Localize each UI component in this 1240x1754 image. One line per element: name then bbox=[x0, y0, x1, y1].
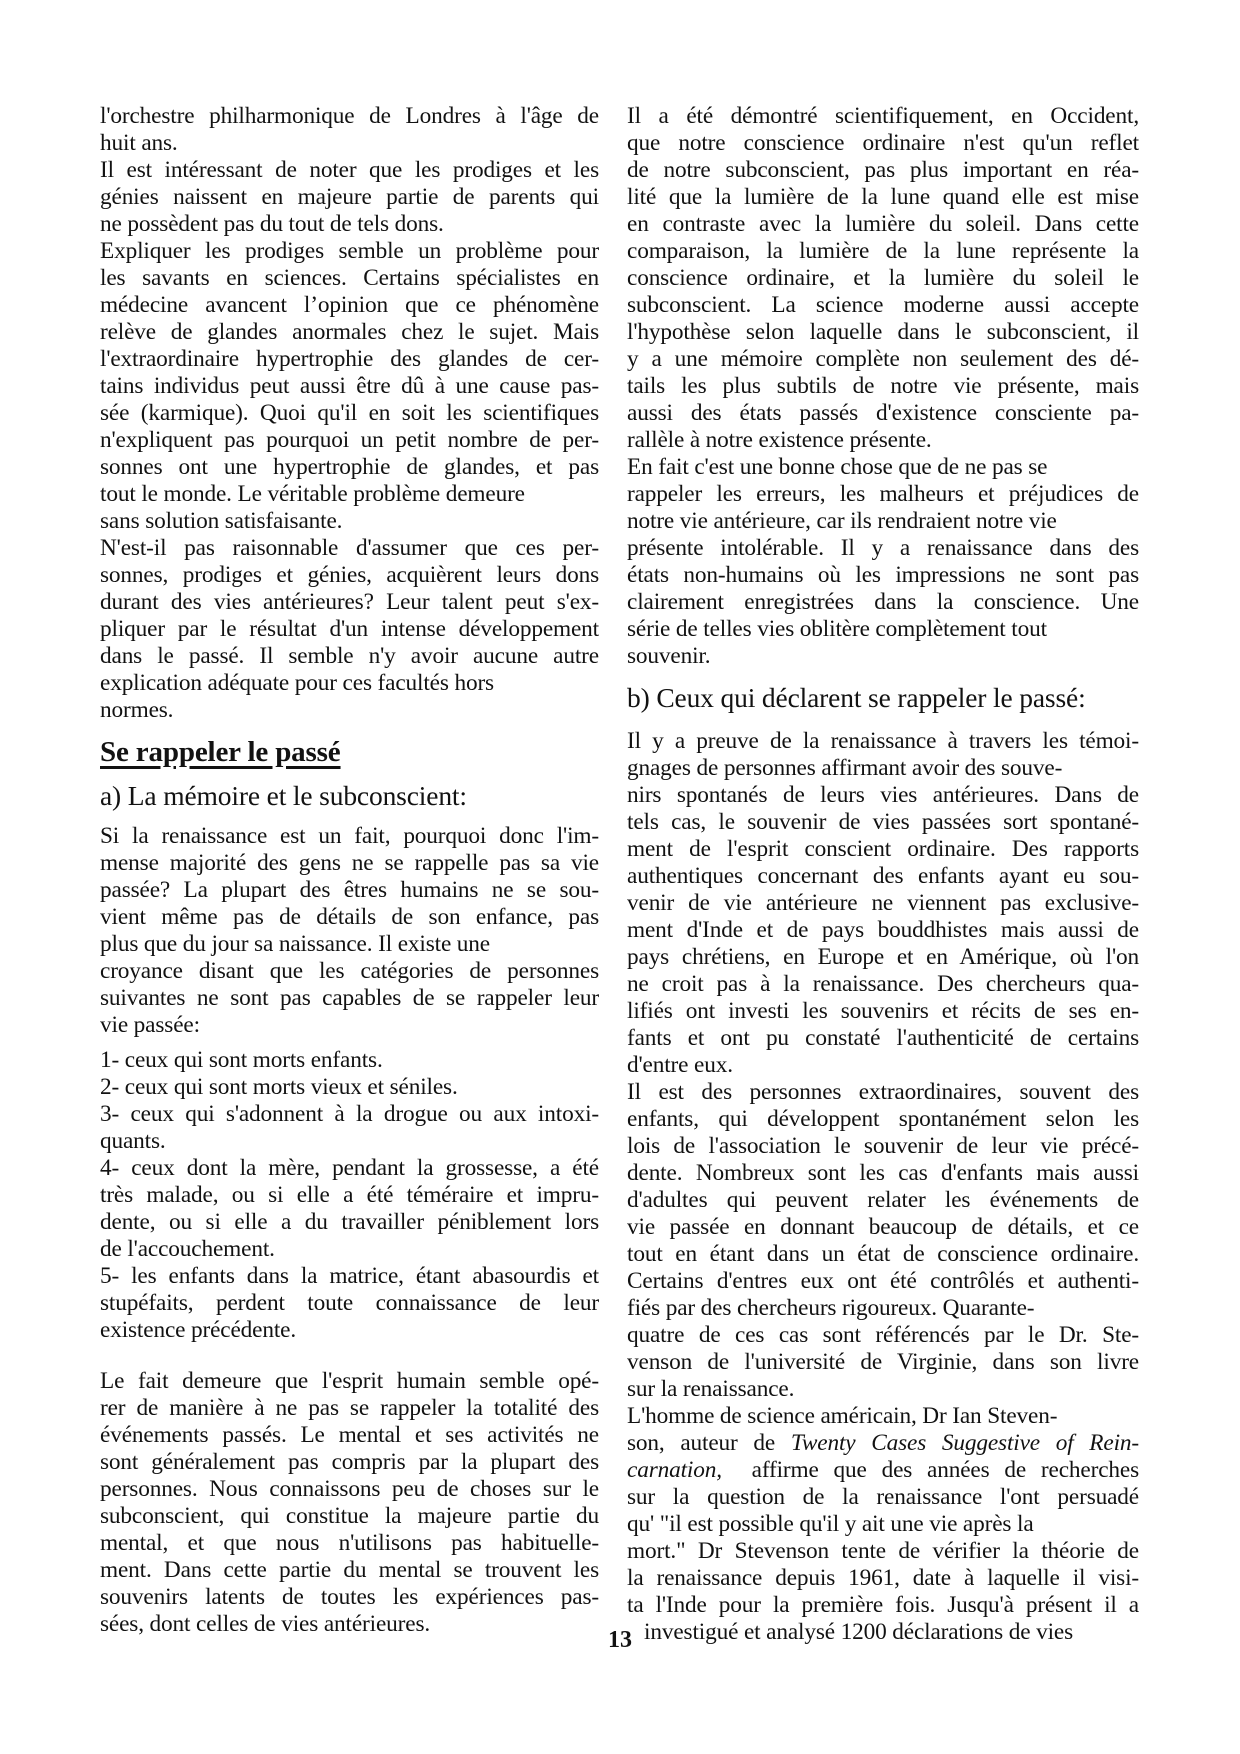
text-line: venir de vie antérieure ne viennent pas exclusive- bbox=[627, 890, 1139, 916]
text-line: Le fait demeure que l'esprit humain semble opé- bbox=[100, 1368, 599, 1394]
text-line: quatre de ces cas sont référencés par le Dr. Ste- bbox=[627, 1322, 1139, 1348]
text-line: vient même pas de détails de son enfance, pas bbox=[100, 904, 599, 930]
paragraph bbox=[100, 157, 599, 238]
text-line: rallèle à notre existence présente. bbox=[627, 427, 932, 453]
text-line: vie passée en donnant beaucoup de détails, et ce bbox=[627, 1214, 1139, 1240]
text-line: dans le passé. Il semble n'y avoir aucune autre bbox=[100, 643, 599, 669]
text-line: événements passés. Le mental et ses activités ne bbox=[100, 1422, 599, 1448]
text-line: clairement enregistrées dans la conscience. Une bbox=[627, 589, 1139, 615]
text-line: dente. Nombreux sont les cas d'enfants mais aussi bbox=[627, 1160, 1139, 1186]
text-line: y a une mémoire complète non seulement des dé- bbox=[627, 346, 1139, 372]
text-line: L'homme de science américain, Dr Ian Steven- bbox=[627, 1403, 1058, 1429]
right-column bbox=[627, 103, 1139, 1646]
text-line: que notre conscience ordinaire n'est qu'un reflet bbox=[627, 130, 1139, 156]
text-line: souvenir. bbox=[627, 643, 711, 669]
text-line: 3- ceux qui s'adonnent à la drogue ou aux intoxi- bbox=[100, 1101, 599, 1127]
text-line: ne croit pas à la renaissance. Des chercheurs qua- bbox=[627, 971, 1139, 997]
paragraph bbox=[100, 823, 599, 1039]
text-line: 4- ceux dont la mère, pendant la grossesse, a été bbox=[100, 1155, 599, 1181]
text-line: N'est-il pas raisonnable d'assumer que ces per- bbox=[100, 535, 599, 561]
paragraph bbox=[100, 238, 599, 535]
text-line: authentiques concernant des enfants ayant eu sou- bbox=[627, 863, 1139, 889]
text-line: la renaissance depuis 1961, date à laquelle il visi- bbox=[627, 1565, 1139, 1591]
list-item bbox=[100, 1074, 599, 1101]
paragraph bbox=[627, 454, 1139, 670]
text-line: dente, ou si elle a du travailler péniblement lors bbox=[100, 1209, 599, 1235]
text-line: explication adéquate pour ces facultés hors bbox=[100, 670, 494, 696]
text-line: gnages de personnes affirmant avoir des souve- bbox=[627, 755, 1063, 781]
text-line: l'orchestre philharmonique de Londres à l'âge de bbox=[100, 103, 599, 129]
text-line: Il est intéressant de noter que les prodiges et les bbox=[100, 157, 599, 183]
text-line: sonnes ont une hypertrophie de glandes, et pas bbox=[100, 454, 599, 480]
paragraph bbox=[627, 1403, 1139, 1646]
text-line: quants. bbox=[100, 1128, 166, 1154]
text-line: d'adultes qui peuvent relater les événements de bbox=[627, 1187, 1139, 1213]
text-line: qu' "il est possible qu'il y ait une vie après la bbox=[627, 1511, 1034, 1537]
text-line: Expliquer les prodiges semble un problème pour bbox=[100, 238, 599, 264]
subsection-heading: b) Ceux qui déclarent se rappeler le passé: bbox=[627, 682, 1086, 713]
text-line: série de telles vies oblitère complètement tout bbox=[627, 616, 1047, 642]
text-line: subconscient, qui constitue la majeure partie du bbox=[100, 1503, 599, 1529]
text-line: ne possèdent pas du tout de tels dons. bbox=[100, 211, 444, 237]
text-line: sur la question de la renaissance l'ont persuadé bbox=[627, 1484, 1139, 1510]
paragraph bbox=[627, 728, 1139, 1079]
text-line: comparaison, la lumière de la lune représente la bbox=[627, 238, 1139, 264]
text-line: 2- ceux qui sont morts vieux et séniles. bbox=[100, 1074, 458, 1100]
text-line: lois de l'association le souvenir de leur vie précé- bbox=[627, 1133, 1139, 1159]
text-line: sée (karmique). Quoi qu'il en soit les scientifiques bbox=[100, 400, 599, 426]
text-line: rappeler les erreurs, les malheurs et préjudices de bbox=[627, 481, 1139, 507]
left-column bbox=[100, 103, 599, 1638]
text-line: Certains d'entres eux ont été contrôlés et authenti- bbox=[627, 1268, 1139, 1294]
text-line: conscience ordinaire, et la lumière du soleil le bbox=[627, 265, 1139, 291]
text-line: nirs spontanés de leurs vies antérieures. Dans de bbox=[627, 782, 1139, 808]
text-line: sées, dont celles de vies antérieures. bbox=[100, 1611, 431, 1637]
text-line: mense majorité des gens ne se rappelle pas sa vie bbox=[100, 850, 599, 876]
text-line: investigué et analysé 1200 déclarations de vies bbox=[627, 1619, 1074, 1645]
text-line: Il a été démontré scientifiquement, en Occident, bbox=[627, 103, 1139, 129]
text-line: subconscient. La science moderne aussi accepte bbox=[627, 292, 1139, 318]
text-line: notre vie antérieure, car ils rendraient notre vie bbox=[627, 508, 1057, 534]
text-line: fiés par des chercheurs rigoureux. Quarante- bbox=[627, 1295, 1035, 1321]
text-line: d'entre eux. bbox=[627, 1052, 733, 1078]
text-line: rer de manière à ne pas se rappeler la totalité des bbox=[100, 1395, 599, 1421]
text-line: tout en étant dans un état de conscience ordinaire. bbox=[627, 1241, 1139, 1267]
paragraph bbox=[100, 535, 599, 724]
text-line: stupéfaits, perdent toute connaissance de leur bbox=[100, 1290, 599, 1316]
section-heading: Se rappeler le passé bbox=[100, 736, 341, 768]
text-line: croyance disant que les catégories de personnes bbox=[100, 958, 599, 984]
text-line: ment de l'esprit conscient ordinaire. Des rapports bbox=[627, 836, 1139, 862]
text-line: existence précédente. bbox=[100, 1317, 297, 1343]
text-line: en contraste avec la lumière du soleil. Dans cette bbox=[627, 211, 1139, 237]
text-line: lité que la lumière de la lune quand elle est mise bbox=[627, 184, 1139, 210]
text-line: suivantes ne sont pas capables de se rappeler leur bbox=[100, 985, 599, 1011]
text-line: Il est des personnes extraordinaires, souvent des bbox=[627, 1079, 1139, 1105]
list-item bbox=[100, 1155, 599, 1263]
text-line: sur la renaissance. bbox=[627, 1376, 795, 1402]
text-line: sans solution satisfaisante. bbox=[100, 508, 343, 534]
list-item bbox=[100, 1047, 599, 1074]
text-line: l'hypothèse selon laquelle dans le subconscient, il bbox=[627, 319, 1139, 345]
text-line: les savants en sciences. Certains spécialistes en bbox=[100, 265, 599, 291]
text-line: tains individus peut aussi être dû à une cause pas- bbox=[100, 373, 599, 399]
text-line: fants et ont pu constaté l'authenticité de certains bbox=[627, 1025, 1139, 1051]
page-number: 13 bbox=[608, 1627, 632, 1653]
text-line: médecine avancent l’opinion que ce phénomène bbox=[100, 292, 599, 318]
text-line: tails les plus subtils de notre vie présente, mais bbox=[627, 373, 1139, 399]
text-line: lifiés ont investi les souvenirs et récits de ses en- bbox=[627, 998, 1139, 1024]
text-line: Il y a preuve de la renaissance à travers les témoi- bbox=[627, 728, 1139, 754]
text-line: son, auteur de Twenty Cases Suggestive of Rein- bbox=[627, 1430, 1139, 1456]
text-line: passée? La plupart des êtres humains ne se sou- bbox=[100, 877, 599, 903]
text-line: ment d'Inde et de pays bouddhistes mais aussi de bbox=[627, 917, 1139, 943]
italic-text: carnation, bbox=[627, 1457, 722, 1483]
text-line: Si la renaissance est un fait, pourquoi donc l'im- bbox=[100, 823, 599, 849]
text-line: ta l'Inde pour la première fois. Jusqu'à présent il a bbox=[627, 1592, 1139, 1618]
text-line: pliquer par le résultat d'un intense développement bbox=[100, 616, 599, 642]
text-line: n'expliquent pas pourquoi un petit nombre de per- bbox=[100, 427, 599, 453]
text-line: durant des vies antérieures? Leur talent peut s'ex- bbox=[100, 589, 599, 615]
text-line: très malade, ou si elle a été téméraire et impru- bbox=[100, 1182, 599, 1208]
text-line: 1- ceux qui sont morts enfants. bbox=[100, 1047, 383, 1073]
text-line: génies naissent en majeure partie de parents qui bbox=[100, 184, 599, 210]
text-line: sont généralement pas compris par la plupart des bbox=[100, 1449, 599, 1475]
paragraph bbox=[100, 1368, 599, 1638]
text-line: En fait c'est une bonne chose que de ne pas se bbox=[627, 454, 1048, 480]
text-line: 5- les enfants dans la matrice, étant abasourdis et bbox=[100, 1263, 599, 1289]
text-line: de notre subconscient, pas plus important en réa- bbox=[627, 157, 1139, 183]
text-line: sonnes, prodiges et génies, acquièrent leurs dons bbox=[100, 562, 599, 588]
italic-text: Twenty Cases Suggestive of Rein- bbox=[790, 1430, 1139, 1456]
text-line: enfants, qui développent spontanément selon les bbox=[627, 1106, 1139, 1132]
text-line: aussi des états passés d'existence consciente pa- bbox=[627, 400, 1139, 426]
text-line: carnation, affirme que des années de recherches bbox=[627, 1457, 1139, 1483]
text-line: de l'accouchement. bbox=[100, 1236, 275, 1262]
text-line: états non-humains où les impressions ne sont pas bbox=[627, 562, 1139, 588]
text-line: pays chrétiens, en Europe et en Amérique, où l'on bbox=[627, 944, 1139, 970]
paragraph bbox=[627, 103, 1139, 454]
text-line: personnes. Nous connaissons peu de choses sur le bbox=[100, 1476, 599, 1502]
text-line: ment. Dans cette partie du mental se trouvent les bbox=[100, 1557, 599, 1583]
list-item bbox=[100, 1101, 599, 1155]
text-line: relève de glandes anormales chez le sujet. Mais bbox=[100, 319, 599, 345]
text-line: mort." Dr Stevenson tente de vérifier la théorie de bbox=[627, 1538, 1139, 1564]
paragraph bbox=[627, 1079, 1139, 1403]
text-line: plus que du jour sa naissance. Il existe une bbox=[100, 931, 490, 957]
text-line: vie passée: bbox=[100, 1012, 200, 1038]
text-line: l'extraordinaire hypertrophie des glandes de cer- bbox=[100, 346, 599, 372]
list-item bbox=[100, 1263, 599, 1344]
text-line: tout le monde. Le véritable problème demeure bbox=[100, 481, 525, 507]
text-line: tels cas, le souvenir de vies passées sort spontané- bbox=[627, 809, 1139, 835]
text-line: venson de l'université de Virginie, dans son livre bbox=[627, 1349, 1139, 1375]
text-line: présente intolérable. Il y a renaissance dans des bbox=[627, 535, 1139, 561]
text-line: mental, et que nous n'utilisons pas habituelle- bbox=[100, 1530, 599, 1556]
subsection-heading: a) La mémoire et le subconscient: bbox=[100, 780, 467, 811]
text-line: souvenirs latents de toutes les expériences pas- bbox=[100, 1584, 599, 1610]
text-line: huit ans. bbox=[100, 130, 178, 156]
paragraph bbox=[100, 103, 599, 157]
text-line: normes. bbox=[100, 697, 174, 723]
